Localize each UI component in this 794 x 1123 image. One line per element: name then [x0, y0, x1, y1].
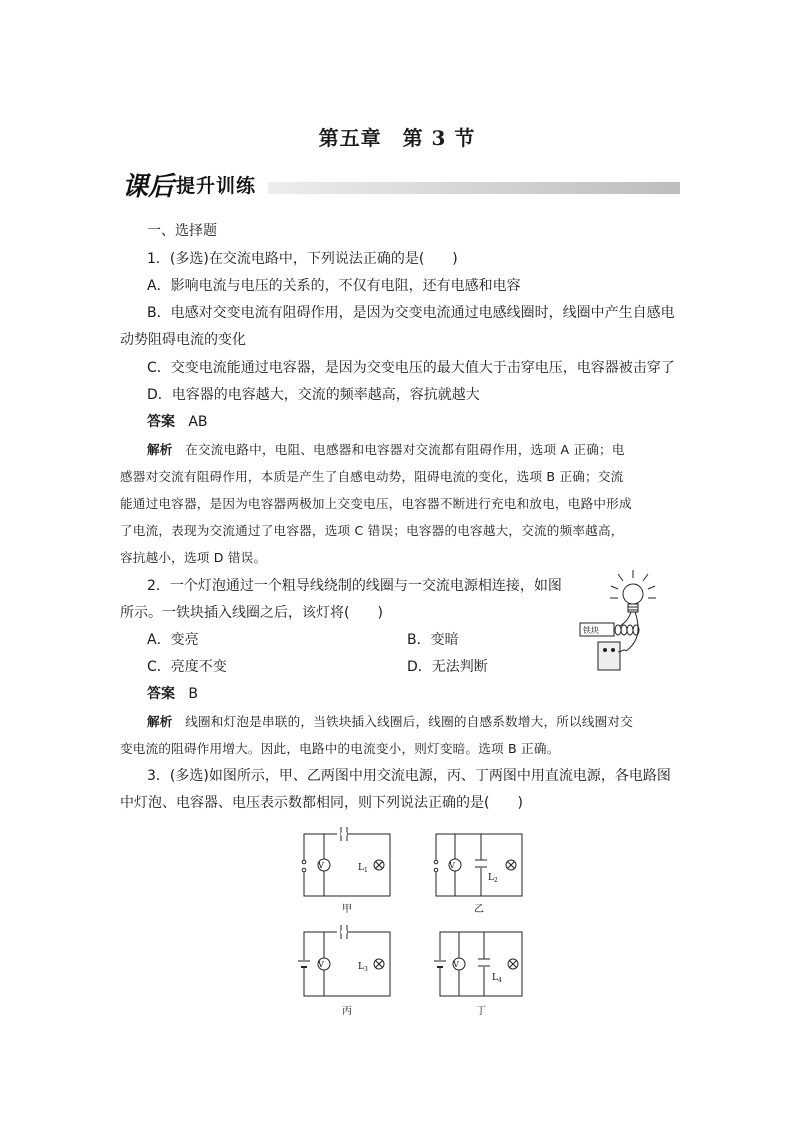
bulb-coil-figure — [578, 566, 678, 676]
circuit-caption: 丁 — [476, 1006, 486, 1017]
lamp-label: $L_1$ — [358, 863, 368, 874]
q2-option-b: B．变暗 — [407, 632, 459, 648]
explanation-label: 解析 — [147, 714, 173, 729]
circuit-caption: 乙 — [474, 904, 484, 915]
q1-option-d: D．电容器的电容越大，交流的频率越高，容抗就越大 — [147, 387, 480, 403]
q1-option-a: A．影响电流与电压的关系的，不仅有电阻，还有电感和电容 — [147, 278, 521, 294]
circuits-figure — [292, 822, 528, 1022]
bulb-icon — [623, 584, 643, 604]
voltmeter-label: V — [318, 960, 324, 969]
q2-explanation — [147, 712, 633, 732]
q1-option-b-cont: 动势阻碍电流的变化 — [120, 332, 246, 348]
lamp-label: $L_2$ — [488, 873, 498, 884]
q3-stem-cont: 中灯泡、电容器、电压表示数都相同，则下列说法正确的是( ) — [120, 795, 523, 811]
q3-stem: 3．(多选)如图所示，甲、乙两图中用交流电源，丙、丁两图中用直流电源，各电路图 — [147, 768, 671, 784]
answer-label: 答案 — [147, 414, 175, 430]
lamp-label: $L_3$ — [358, 962, 368, 973]
voltmeter-label: V — [449, 861, 455, 870]
q1-explanation-2: 感器对交流有阻碍作用，本质是产生了自感电动势，阻碍电流的变化，选项 B 正确；交流 — [120, 469, 624, 484]
answer-value: AB — [188, 414, 208, 430]
q1-explanation-3: 能通过电容器，是因为电容器两极加上交变电压，电容器不断进行充电和放电，电路中形成 — [120, 496, 632, 511]
q1-option-b: B．电感对交变电流有阻碍作用，是因为交变电流通过电感线圈时，线圈中产生自感电 — [147, 305, 675, 321]
banner-bar — [268, 182, 680, 212]
q1-explanation-5: 容抗越小，选项 D 错误。 — [120, 550, 267, 565]
q2-answer — [147, 684, 198, 704]
q1-stem: 1．(多选)在交流电路中，下列说法正确的是( ) — [147, 251, 458, 267]
iron-block-label: 铁块 — [583, 626, 599, 635]
circuit-jia — [302, 827, 390, 896]
q2-option-d: D．无法判断 — [407, 659, 488, 675]
explanation-text: 线圈和灯泡是串联的，当铁块插入线圈后，线圈的自感系数增大，所以线圈对交 — [185, 714, 633, 729]
circuit-yi — [434, 834, 522, 896]
q1-explanation-4: 了电流，表现为交流通过了电容器，选项 C 错误；电容器的电容越大，交流的频率越高， — [120, 523, 624, 538]
answer-label: 答案 — [147, 686, 175, 702]
explanation-text: 在交流电路中，电阻、电感器和电容器对交流都有阻碍作用，选项 A 正确；电 — [185, 442, 625, 457]
voltmeter-label: V — [318, 861, 324, 870]
banner-logo-icon — [118, 163, 178, 209]
q2-stem: 2．一个灯泡通过一个粗导线绕制的线圈与一交流电源相连接，如图 — [147, 578, 562, 594]
circuit-caption: 丙 — [342, 1006, 352, 1017]
section-heading: 一、选择题 — [147, 223, 217, 239]
banner-title: 提升训练 — [176, 175, 257, 197]
q2-option-a: A．变亮 — [147, 632, 199, 648]
socket-icon — [598, 642, 620, 670]
q1-option-c: C．交变电流能通过电容器，是因为交变电压的最大值大于击穿电压，电容器被击穿了 — [147, 360, 675, 376]
q2-explanation-2: 变电流的阻碍作用增大。因此，电路中的电流变小，则灯变暗。选项 B 正确。 — [120, 741, 560, 756]
section-banner — [118, 163, 680, 212]
banner-tag: 课后作业 · 日日清 — [592, 201, 672, 212]
circuit-ding — [434, 932, 522, 996]
q1-answer — [147, 412, 208, 432]
page-title: 第五章 第 3 节 — [318, 126, 476, 150]
answer-value: B — [188, 686, 198, 702]
circuit-caption: 甲 — [342, 904, 352, 915]
q2-stem-cont: 所示。一铁块插入线圈之后，该灯将( ) — [120, 605, 383, 621]
q2-option-c: C．亮度不变 — [147, 659, 227, 675]
q1-explanation — [147, 440, 625, 460]
explanation-label: 解析 — [147, 442, 173, 457]
circuit-bing — [298, 925, 390, 996]
voltmeter-label: V — [453, 960, 459, 969]
ray-icon — [618, 574, 623, 581]
lamp-label: $L_4$ — [492, 973, 502, 984]
banner-logo-text: 课后 — [122, 172, 175, 202]
